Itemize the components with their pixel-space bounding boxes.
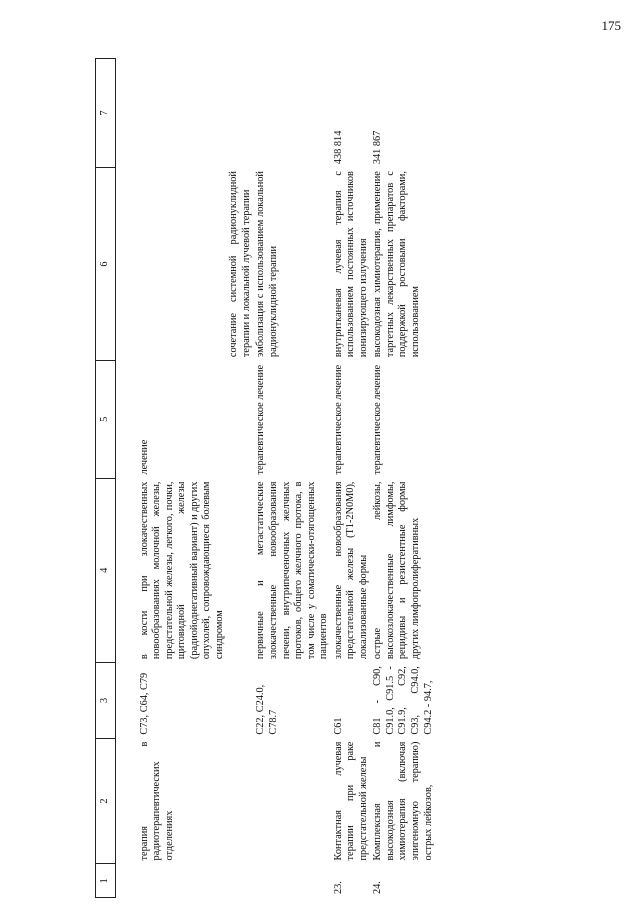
col-header-7: 7 [96, 59, 116, 168]
cost: 341 867 [372, 130, 384, 165]
table-row [138, 59, 228, 898]
method-name [227, 738, 254, 864]
row-number [227, 864, 254, 898]
row-number [138, 864, 228, 898]
diagnosis: злокачественные новообразования предстательной железы (T1-2N0M0), локализованные формы [332, 481, 369, 660]
col-header-6: 6 [96, 168, 116, 361]
cost [138, 59, 228, 168]
header-row [96, 59, 116, 898]
method-name [254, 738, 331, 864]
row-number: 23. [332, 881, 344, 894]
treatment-method: высокодозная химиотерапия, применение таргетных лекарственных препаратов с поддержкой ростовыми факторами, использованием [372, 171, 422, 358]
row-number: 24. [372, 881, 384, 894]
treatment-type: терапевтическое лечение [372, 364, 384, 475]
col-header-1: 1 [96, 864, 116, 898]
diagnosis [227, 478, 254, 663]
table-row [371, 59, 436, 898]
table-row [254, 59, 331, 898]
rotated-table-page [95, 58, 585, 898]
diagnosis: острые лейкозы, высокозлокачественные лимфомы, рецидивы и резистентные формы других лимфопролиферативных [372, 481, 422, 660]
icd-codes: C73, C64, C79 [138, 672, 150, 735]
treatment-type: лечение [138, 439, 150, 475]
icd-codes: C81 - C90, C91.0, C91.5 - C91.9, C92, C93, C94.0, C94.2 - 94.7, [372, 666, 434, 735]
treatment-table [95, 58, 436, 898]
icd-codes: C61 [332, 717, 344, 735]
row-number [254, 864, 331, 898]
treatment-type: терапевтическое лечение [332, 364, 344, 475]
table-row [227, 59, 254, 898]
col-header-3: 3 [96, 663, 116, 739]
cost: 438 814 [332, 130, 344, 165]
page-number: 175 [601, 18, 621, 33]
diagnosis: первичные и метастатические злокачественные новообразования печени, внутрипеченочных желчных протоков, общего желчного протока, в том числе у соматически-отягощенных пациентов [255, 481, 330, 660]
method-name: Комплексная и высокодозная химиотерапия (включая эпигеномную терапию) острых лейкозов, [372, 741, 434, 861]
icd-codes: C22, C24.0, C78.7 [255, 684, 280, 735]
treatment-method [138, 168, 228, 361]
col-header-2: 2 [96, 738, 116, 864]
cost [254, 59, 331, 168]
treatment-type [227, 361, 254, 478]
treatment-type: терапевтическое лечение [255, 364, 267, 475]
table-row [332, 59, 372, 898]
treatment-method: сочетание системной радионуклидной терапии и локальной лучевой терапии [228, 171, 252, 358]
cost [227, 59, 254, 168]
method-name: Контактная лучевая терапии при раке предстательной железы [332, 741, 369, 861]
icd-codes [227, 663, 254, 739]
col-header-5: 5 [96, 361, 116, 478]
treatment-method: эмболизация с использованием локальной радионуклидной терапии [255, 171, 280, 358]
col-header-4: 4 [96, 478, 116, 663]
treatment-method: внутритканевая лучевая терапия с использованием постоянных источников ионизирующего излучения [332, 171, 369, 358]
method-name: терапия в радиотерапевтических отделениях [138, 741, 175, 861]
diagnosis: в кости при злокачественных новообразованиях молочной железы, предстательной железы, легкого, почки, щитовидной железы (радиойоднегативный вариант) и других опухолей, сопровождающиеся болевым синдромом [138, 481, 225, 660]
